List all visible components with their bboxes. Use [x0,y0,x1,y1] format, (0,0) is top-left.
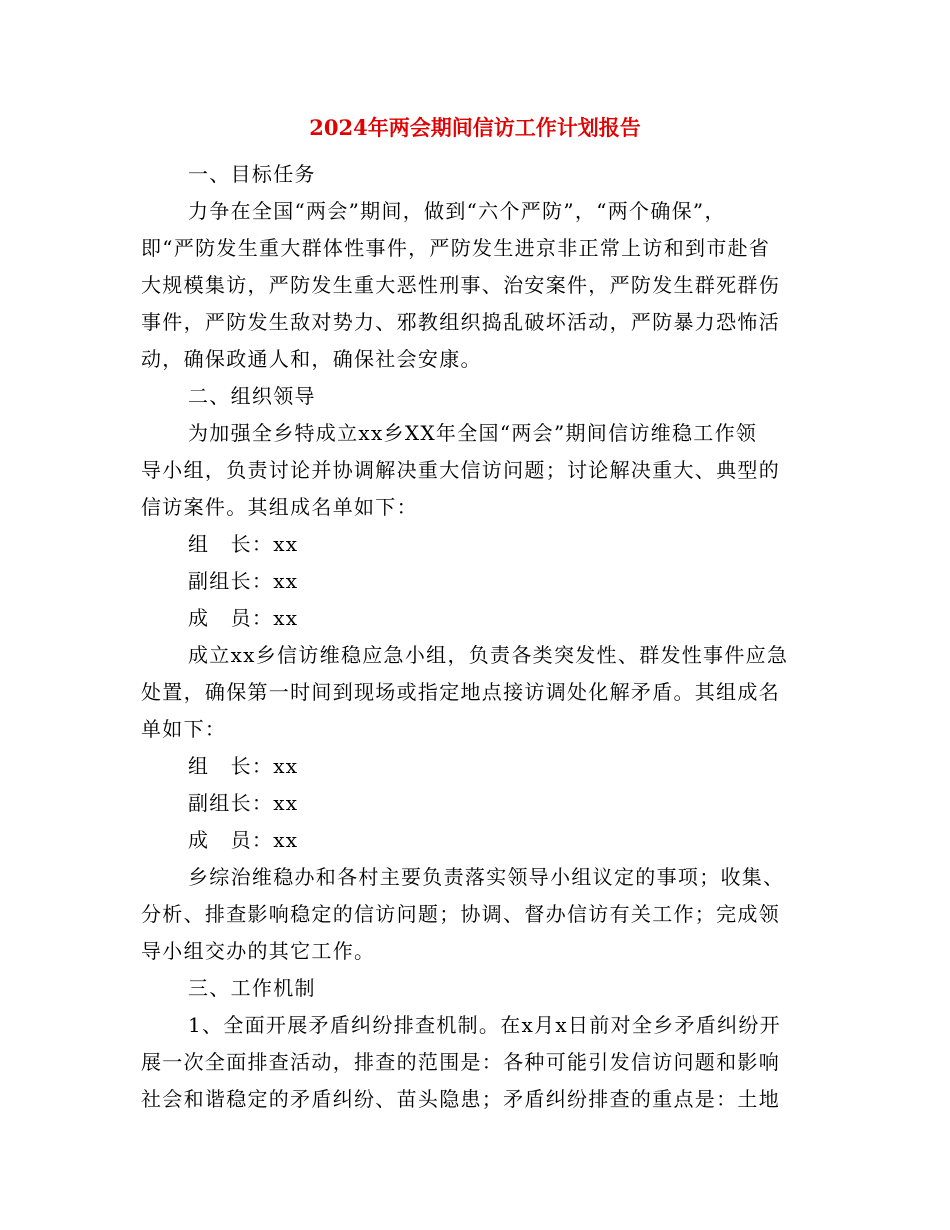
text-line: 事件，严防发生敌对势力、邪教组织捣乱破坏活动，严防暴力恐怖活 [141,310,780,334]
heading-2: 二、组织领导 [188,384,316,408]
text-line: 展一次全面排查活动，排查的范围是：各种可能引发信访问题和影响 [141,1050,780,1074]
text-line: 为加强全乡特成立xx乡XX年全国“两会”期间信访维稳工作领 [188,421,758,445]
heading-3: 三、工作机制 [188,976,316,1000]
text-line: 成立xx乡信访维稳应急小组，负责各类突发性、群发性事件应急 [188,643,789,667]
text-line: 导小组，负责讨论并协调解决重大信访问题；讨论解决重大、典型的 [141,458,780,482]
text-line: 即“严防发生重大群体性事件，严防发生进京非正常上访和到市赴省 [141,236,771,260]
member-line: 成 员：xx [188,606,299,630]
text-line: 乡综治维稳办和各村主要负责落实领导小组议定的事项；收集、 [188,865,785,889]
text-line: 1、全面开展矛盾纠纷排查机制。在x月x日前对全乡矛盾纠纷开 [188,1013,781,1037]
text-line: 大规模集访，严防发生重大恶性刑事、治安案件，严防发生群死群伤 [141,273,780,297]
text-line: 社会和谐稳定的矛盾纠纷、苗头隐患；矛盾纠纷排查的重点是：土地 [141,1087,780,1111]
member-line: 组 长：xx [188,532,299,556]
text-line: 处置，确保第一时间到现场或指定地点接访调处化解矛盾。其组成名 [141,680,780,704]
member-line: 副组长：xx [188,791,299,815]
document-title: 2024年两会期间信访工作计划报告 [309,115,641,140]
text-line: 导小组交办的其它工作。 [141,939,376,963]
text-line: 分析、排查影响稳定的信访问题；协调、督办信访有关工作；完成领 [141,902,780,926]
heading-1: 一、目标任务 [188,162,316,186]
text-line: 单如下： [141,717,227,741]
text-line: 动，确保政通人和，确保社会安康。 [141,347,482,371]
member-line: 组 长：xx [188,754,299,778]
member-line: 成 员：xx [188,828,299,852]
text-line: 力争在全国“两会”期间，做到“六个严防”，“两个确保”， [188,199,726,223]
member-line: 副组长：xx [188,569,299,593]
text-line: 信访案件。其组成名单如下： [141,495,418,519]
